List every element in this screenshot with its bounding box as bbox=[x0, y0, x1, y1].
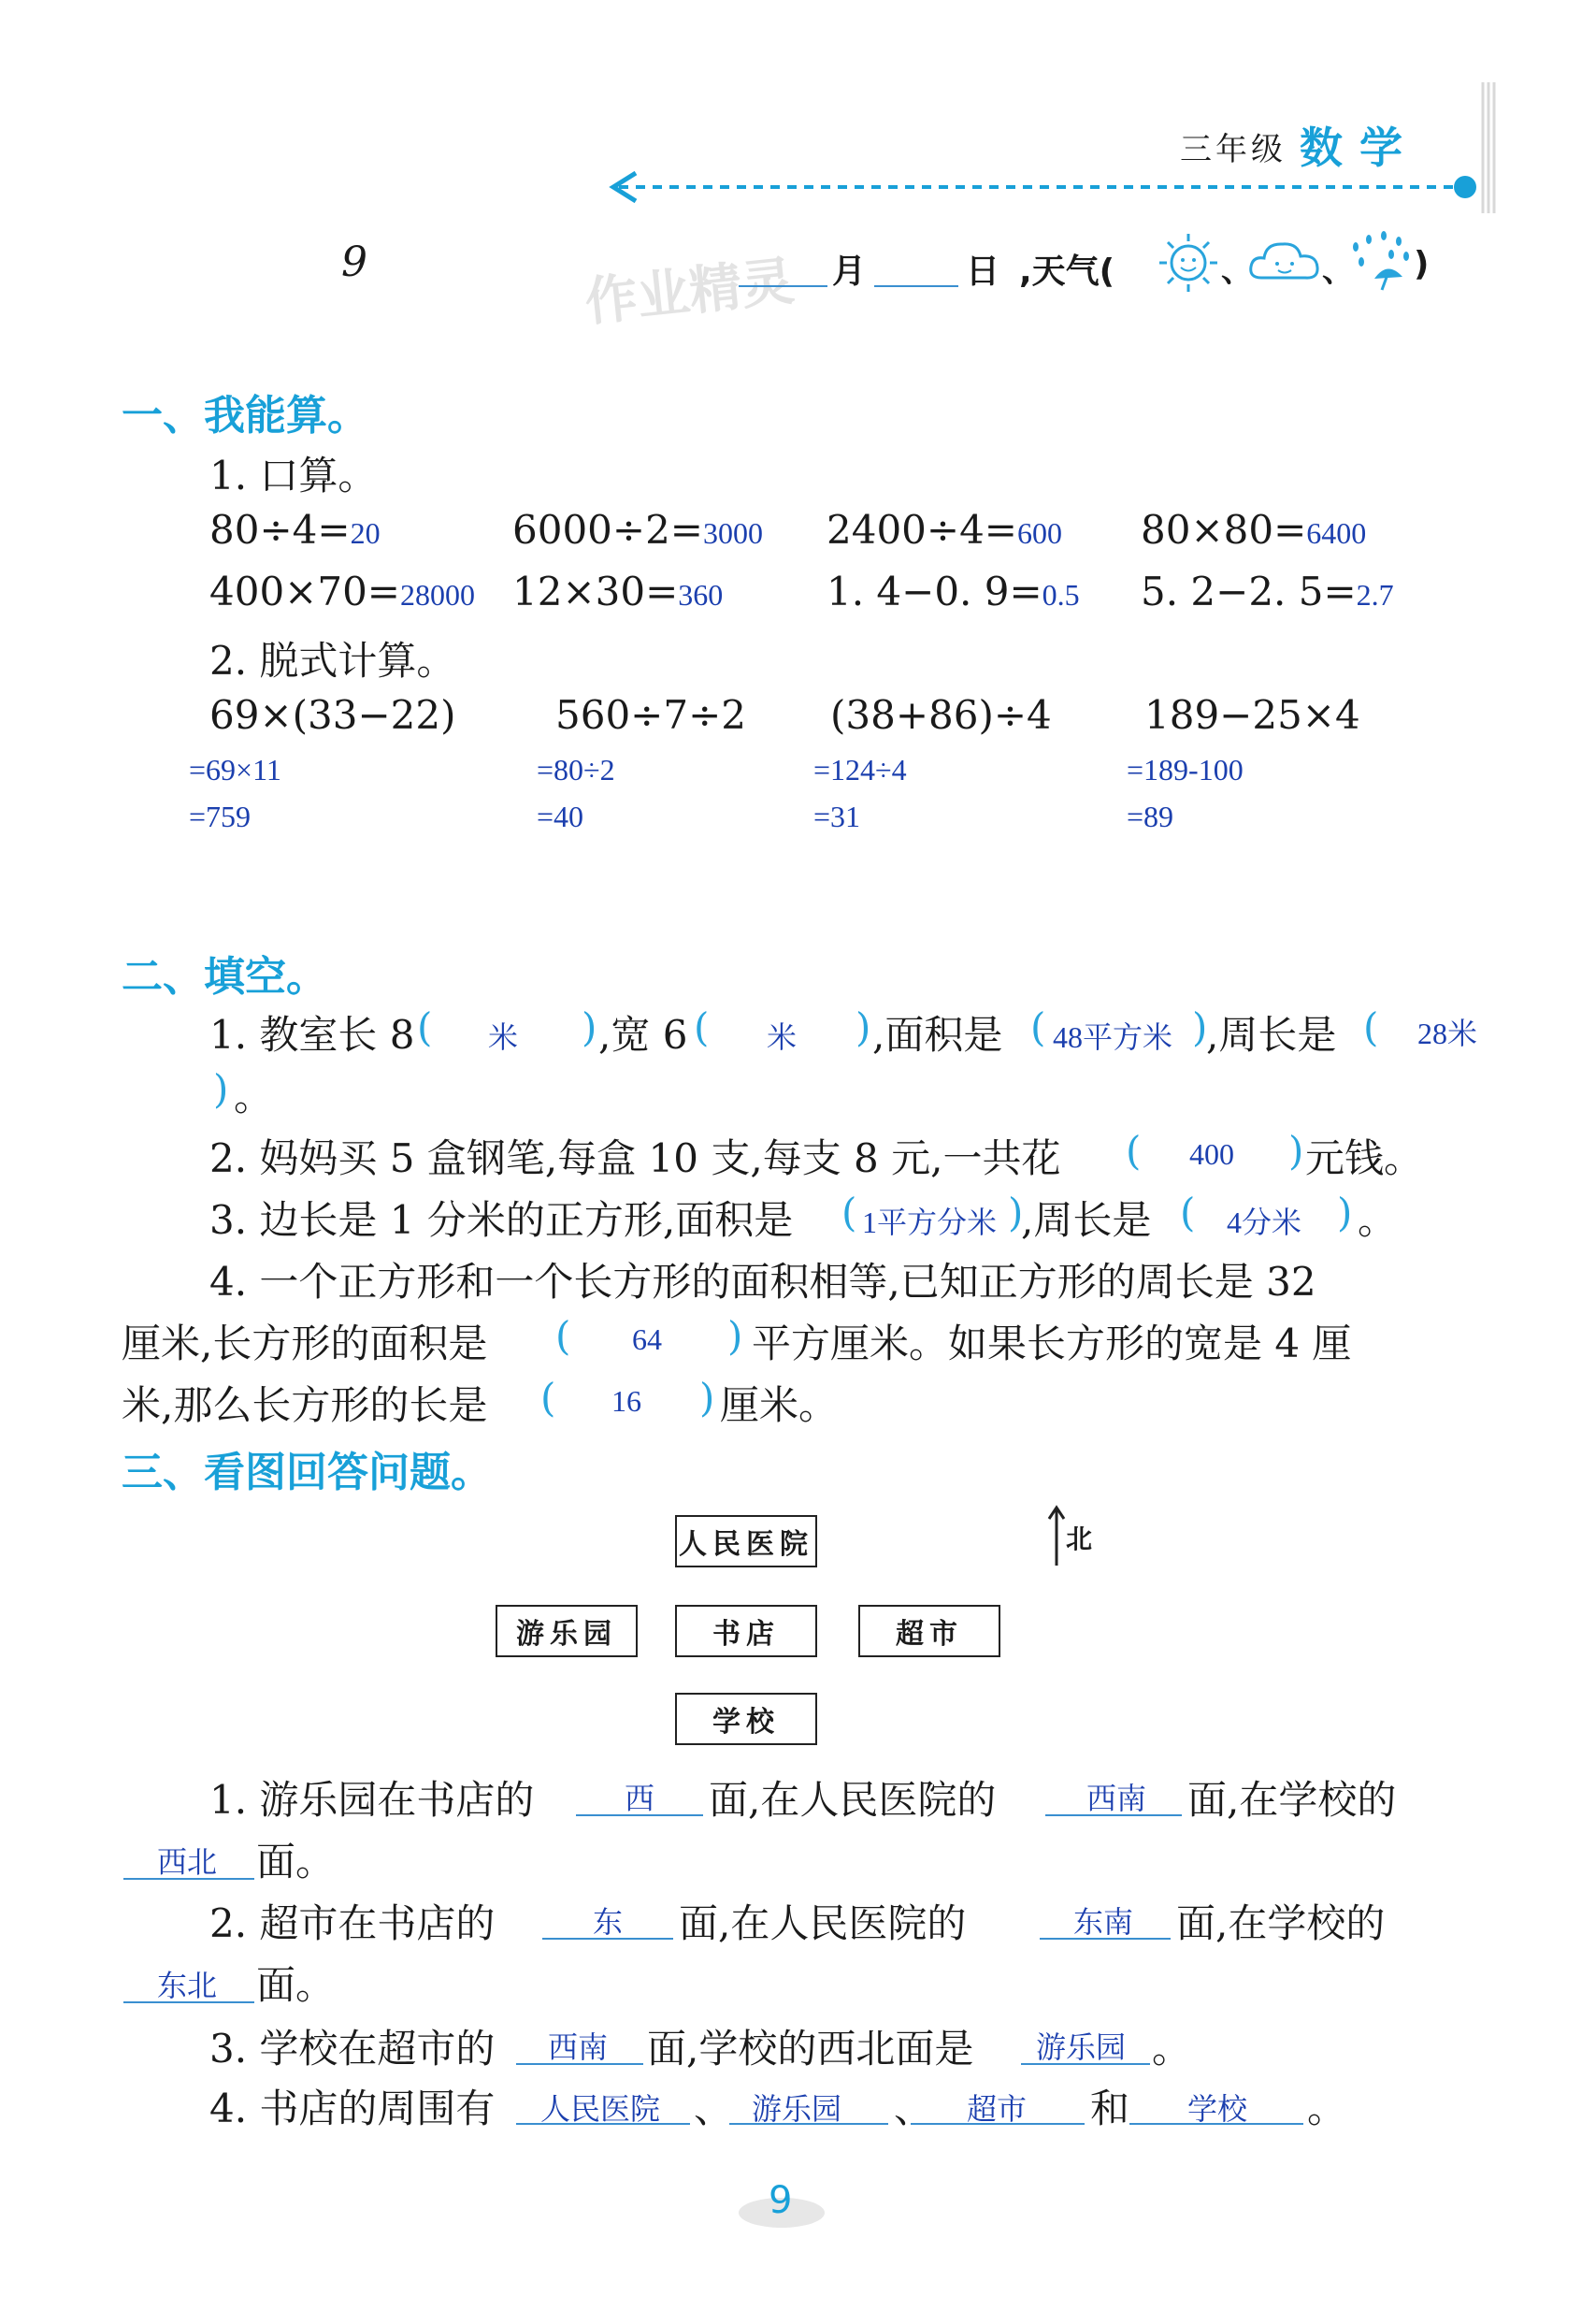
oral-expr-2: 6000÷2=3000 bbox=[512, 507, 763, 553]
fill-q4-paren-close-1: ) bbox=[727, 1313, 743, 1359]
fill-q4-paren-close-2: ) bbox=[699, 1375, 715, 1421]
oral-expr-7: 1. 4−0. 9=0.5 bbox=[827, 569, 1080, 614]
oral-expr-1: 80÷4=20 bbox=[209, 507, 381, 553]
fill-q3-text-a: 3. 边长是 1 分米的正方形,面积是 bbox=[209, 1197, 794, 1243]
map-q2-answer-3: 东北 bbox=[157, 1969, 218, 2002]
oral-expr-5: 400×70=28000 bbox=[209, 569, 475, 614]
oral-expr-4: 80×80=6400 bbox=[1141, 507, 1367, 553]
fill-q1-end: 。 bbox=[234, 1074, 274, 1119]
weather-separator-2: 、 bbox=[1322, 253, 1354, 290]
map-q4-answer-4: 学校 bbox=[1187, 2092, 1248, 2126]
fill-q1-answer-2: 米 bbox=[767, 1020, 798, 1054]
grade-label: 三年级 bbox=[1180, 131, 1287, 168]
map-q3-answer-2: 游乐园 bbox=[1036, 2030, 1127, 2064]
map-q2-text-a: 2. 超市在书店的 bbox=[209, 1900, 496, 1946]
fill-q3-paren-open-1: ( bbox=[841, 1190, 857, 1235]
fill-q3-paren-open-2: ( bbox=[1180, 1190, 1196, 1235]
fill-q4-paren-open-2: ( bbox=[540, 1375, 556, 1421]
fill-q1-answer-3: 48平方米 bbox=[1053, 1020, 1173, 1054]
map-q3-answer-1: 西南 bbox=[548, 2030, 609, 2064]
fill-q2-answer: 400 bbox=[1189, 1137, 1234, 1171]
fill-q2-paren-open: ( bbox=[1126, 1128, 1142, 1174]
map-q3-text-b: 面,学校的西北面是 bbox=[647, 2026, 974, 2072]
header-dashed-arrow bbox=[598, 164, 1487, 210]
step-answer-3b: =31 bbox=[813, 800, 861, 833]
oral-answer-2: 3000 bbox=[703, 516, 763, 550]
section3-title: 三、看图回答问题。 bbox=[122, 1449, 492, 1496]
map-supermarket: 超市 bbox=[858, 1605, 1000, 1657]
subject-label: 数学 bbox=[1300, 123, 1419, 173]
fill-q4-line2-b: 平方厘米。如果长方形的宽是 4 厘 bbox=[752, 1321, 1352, 1366]
map-q4-answer-2: 游乐园 bbox=[752, 2092, 842, 2126]
sun-icon[interactable] bbox=[1156, 230, 1221, 296]
oral-answer-1: 20 bbox=[350, 516, 381, 550]
step-expr-1: 69×(33−22) bbox=[209, 692, 456, 738]
step-answer-1a: =69×11 bbox=[189, 753, 281, 787]
oral-answer-8: 2.7 bbox=[1356, 578, 1394, 612]
rain-icon[interactable] bbox=[1346, 230, 1414, 296]
step-answer-4b: =89 bbox=[1127, 800, 1174, 833]
oral-expr-8: 5. 2−2. 5=2.7 bbox=[1141, 569, 1394, 614]
step-answer-2a: =80÷2 bbox=[537, 753, 615, 787]
map-q4-answer-1: 人民医院 bbox=[540, 2092, 661, 2126]
fill-q4-line3-b: 厘米。 bbox=[720, 1382, 839, 1428]
map-school: 学校 bbox=[675, 1693, 817, 1745]
fill-q1-paren-close-1: ) bbox=[582, 1004, 597, 1050]
step-expr-4: 189−25×4 bbox=[1144, 692, 1360, 738]
map-q2-text-d: 面。 bbox=[256, 1962, 336, 2008]
fill-q3-paren-close-1: ) bbox=[1008, 1190, 1024, 1235]
map-q1-text-b: 面,在人民医院的 bbox=[709, 1777, 997, 1823]
page-edge-stripes bbox=[1479, 82, 1498, 213]
map-q1-answer-2: 西南 bbox=[1086, 1782, 1147, 1815]
fill-q1-paren-close-4: ) bbox=[213, 1066, 229, 1112]
fill-q2-text-b: 元钱。 bbox=[1305, 1135, 1424, 1181]
step-expr-3: (38+86)÷4 bbox=[830, 692, 1052, 738]
fill-q4-paren-open-1: ( bbox=[555, 1313, 571, 1359]
fill-q4-line3-a: 米,那么长方形的长是 bbox=[122, 1382, 488, 1428]
month-label: 月 bbox=[832, 253, 867, 291]
fill-q3-answer-1: 1平方分米 bbox=[862, 1206, 998, 1239]
fill-q4-line2-a: 厘米,长方形的面积是 bbox=[122, 1321, 488, 1366]
fill-q3-text-b: ,周长是 bbox=[1021, 1197, 1152, 1243]
fill-q1-paren-open-2: ( bbox=[694, 1004, 710, 1050]
oral-calc-title: 1. 口算。 bbox=[209, 453, 378, 498]
fill-q1-answer-1: 米 bbox=[488, 1020, 519, 1054]
map-q4-end: 。 bbox=[1307, 2086, 1347, 2131]
map-park: 游乐园 bbox=[496, 1605, 638, 1657]
fill-q3-answer-2: 4分米 bbox=[1227, 1206, 1302, 1239]
map-q1-answer-1: 西 bbox=[625, 1782, 655, 1815]
step-calc-title: 2. 脱式计算。 bbox=[209, 638, 456, 684]
fill-q1-paren-open-4: ( bbox=[1363, 1004, 1379, 1050]
step-answer-4a: =189-100 bbox=[1127, 753, 1244, 787]
day-blank[interactable] bbox=[874, 285, 958, 287]
fill-q1-paren-close-2: ) bbox=[856, 1004, 871, 1050]
map-q4-sep-2: 、 bbox=[894, 2086, 934, 2131]
month-blank[interactable] bbox=[739, 285, 827, 287]
watermark-text: 作业精灵 bbox=[582, 251, 798, 334]
map-q4-text-a: 4. 书店的周围有 bbox=[209, 2086, 496, 2131]
map-q2-text-b: 面,在人民医院的 bbox=[679, 1900, 967, 1946]
oral-expr-6: 12×30=360 bbox=[512, 569, 724, 614]
fill-q1-paren-open-1: ( bbox=[417, 1004, 433, 1050]
weather-separator-1: 、 bbox=[1221, 253, 1253, 290]
fill-q3-end: 。 bbox=[1358, 1197, 1398, 1243]
fill-q1-text-b: ,宽 6 bbox=[598, 1012, 688, 1058]
step-answer-2b: =40 bbox=[537, 800, 584, 833]
fill-q1-text-a: 1. 教室长 8 bbox=[209, 1012, 415, 1058]
day-label: 日 bbox=[966, 253, 1000, 291]
fill-q4-line1: 4. 一个正方形和一个长方形的面积相等,已知正方形的周长是 32 bbox=[209, 1259, 1316, 1305]
step-answer-3a: =124÷4 bbox=[813, 753, 907, 787]
step-answer-1b: =759 bbox=[189, 800, 252, 833]
oral-answer-7: 0.5 bbox=[1042, 578, 1080, 612]
footer-page-number: 9 bbox=[769, 2179, 793, 2222]
fill-q3-paren-close-2: ) bbox=[1337, 1190, 1353, 1235]
fill-q4-answer-1: 64 bbox=[632, 1322, 662, 1356]
map-q1-text-c: 面,在学校的 bbox=[1187, 1777, 1397, 1823]
map-hospital: 人民医院 bbox=[675, 1515, 817, 1567]
fill-q2-text-a: 2. 妈妈买 5 盒钢笔,每盒 10 支,每支 8 元,一共花 bbox=[209, 1135, 1061, 1181]
oral-answer-3: 600 bbox=[1017, 516, 1062, 550]
map-bookstore: 书店 bbox=[675, 1605, 817, 1657]
weather-close: ) bbox=[1414, 245, 1430, 283]
map-q1-answer-3: 西北 bbox=[157, 1845, 218, 1879]
map-q1-text-a: 1. 游乐园在书店的 bbox=[209, 1777, 535, 1823]
map-q4-sep-1: 、 bbox=[694, 2086, 734, 2131]
map-q3-text-a: 3. 学校在超市的 bbox=[209, 2026, 496, 2072]
weather-label: ,天气( bbox=[1019, 253, 1115, 291]
cloud-icon[interactable] bbox=[1247, 236, 1322, 288]
fill-q2-paren-close: ) bbox=[1288, 1128, 1304, 1174]
fill-q1-text-c: ,面积是 bbox=[872, 1012, 1003, 1058]
oral-answer-5: 28000 bbox=[400, 578, 475, 612]
map-q2-text-c: 面,在学校的 bbox=[1176, 1900, 1386, 1946]
north-label: 北 bbox=[1066, 1523, 1093, 1554]
map-q2-answer-2: 东南 bbox=[1073, 1905, 1134, 1939]
oral-answer-6: 360 bbox=[678, 578, 724, 612]
map-q4-answer-3: 超市 bbox=[967, 2092, 1028, 2126]
section1-title: 一、我能算。 bbox=[122, 392, 368, 440]
page-number-italic: 9 bbox=[341, 238, 367, 286]
map-q1-text-d: 面。 bbox=[256, 1839, 336, 1884]
north-arrow-icon bbox=[1045, 1504, 1068, 1567]
fill-q1-text-d: ,周长是 bbox=[1206, 1012, 1337, 1058]
fill-q1-paren-close-3: ) bbox=[1192, 1004, 1208, 1050]
fill-q1-answer-4: 28米 bbox=[1417, 1017, 1478, 1050]
oral-expr-3: 2400÷4=600 bbox=[827, 507, 1062, 553]
fill-q4-answer-2: 16 bbox=[611, 1384, 641, 1418]
fill-q1-paren-open-3: ( bbox=[1030, 1004, 1046, 1050]
step-expr-2: 560÷7÷2 bbox=[555, 692, 746, 738]
section2-title: 二、填空。 bbox=[122, 953, 327, 1001]
map-q2-answer-1: 东 bbox=[593, 1905, 624, 1939]
oral-answer-4: 6400 bbox=[1306, 516, 1367, 550]
map-q3-end: 。 bbox=[1152, 2026, 1192, 2072]
map-q4-and: 和 bbox=[1090, 2086, 1130, 2131]
